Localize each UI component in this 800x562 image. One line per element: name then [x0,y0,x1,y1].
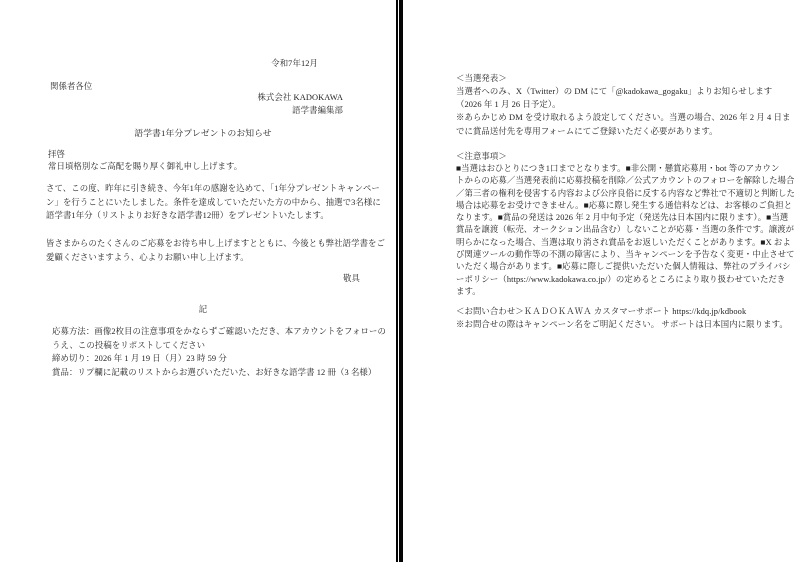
text-line: び関連ツールの動作等の不測の障害により、当キャンペーンを予告なく変更・中止させて [456,250,795,260]
text-line: 賞品を譲渡（転売、オークション出品含む）しないことが応募・当選の条件です。譲渡が [456,225,795,235]
notice-marker: 記 [198,305,208,314]
body-paragraph-2 [46,237,385,264]
page-2 [403,0,800,562]
text-line: 当選者へのみ、X（Twitter）の DM にて「@kadokawa_gogaku」よりお知らせします [456,87,773,96]
text-line: ーポリシー（https://www.kadokawa.co.jp/）の定めるところにより取り扱わせていただき [456,274,786,284]
page-1 [0,0,396,562]
contact-info [456,305,788,331]
text-line: ■当選はおひとりにつき1口までとなります。■非公開・懸賞応募用・bot 等のアカウン [456,164,780,173]
winner-announcement-body [456,85,790,138]
text-line: でに賞品送付先を専用フォームにてご登録いただく必要があります。 [456,126,718,136]
text-line: ン」を行うことにいたしました。条件を達成していただいた方の中から、抽選で3名様に [46,197,381,207]
text-line: 賞品：リプ欄に記載のリストからお選びいただいた、お好きな語学書 12 冊（3 名様） [52,367,377,377]
text-line: 語学書1年分（リストよりお好きな語学書12冊）をプレゼントいたします。 [46,211,329,220]
text-line: （2026 年 1 月 26 日予定）。 [456,100,561,110]
text-line: 皆さまからのたくさんのご応募をお待ち申し上げますとともに、今後とも弊社語学書をご [46,239,385,248]
text-line: 応募方法：画像2枚目の注意事項をかならずご確認いただき、本アカウントをフォローの [52,327,386,336]
text-line: ます。 [456,286,481,296]
body-paragraph-1 [46,182,381,223]
text-line: なります。■賞品の発送は 2026 年 2 月中旬予定（発送先は日本国内に限ります）。■当選 [456,213,789,223]
text-line: トからの応募／当選発表前に応募投稿を削除／公式アカウントのフォローを解除した場合 [456,176,795,186]
sender-department: 語学書編集部 [292,106,343,115]
text-line: 明らかになった場合、当選は取り消され賞品をお返しいただくことがあります。■X およ [456,237,791,247]
text-line: ／第三者の権利を侵害する内容および公序良俗に反する内容など弊社で不適切と判断した [456,188,795,198]
closing-word: 敬具 [343,274,360,283]
text-line: ※あらかじめ DM を受け取れるよう設定してください。当選の場合、2026 年 2 月 4 日ま [456,113,791,123]
text-line: さて、この度、昨年に引き続き、今年1年の感謝を込めて、「1年分プレゼントキャンペー [46,184,380,193]
salutation: 拝啓 [48,150,65,159]
text-line: 愛顧くださいますよう、心よりお願い申し上げます。 [46,252,249,262]
text-line: 締め切り：2026 年 1 月 19 日（月）23 時 59 分 [52,354,227,363]
text-line: ＜お問い合わせ＞ＫＡＤＯＫＡＷＡ カスタマーサポート https://kdq.jp/kdbook [456,307,747,316]
greeting-line: 常日頃格別なご高配を賜り厚く御礼申し上げます。 [48,162,243,171]
notes-body [456,163,795,298]
application-details [52,325,386,379]
text-line: いただく場合があります。■応募に際しご提供いただいた個人情報は、弊社のプライバシ [456,262,791,272]
date-line: 令和7年12月 [271,59,318,68]
winner-announcement-header: ＜当選発表＞ [456,74,507,83]
text-line: 場合は応募をお受けできません。■応募に際し発生する通信料などは、お客様のご負担と [456,200,793,210]
recipient: 関係者各位 [50,82,93,91]
sender-company: 株式会社 KADOKAWA [257,93,343,102]
text-line: ※お問合せの際はキャンペーン名をご明記ください。 サポートは日本国内に限ります。 [456,320,788,329]
document-title: 語学書1年分プレゼントのお知らせ [134,128,272,138]
notes-header: ＜注意事項＞ [456,152,507,161]
text-line: うえ、この投稿をリポストしてください [52,340,206,350]
